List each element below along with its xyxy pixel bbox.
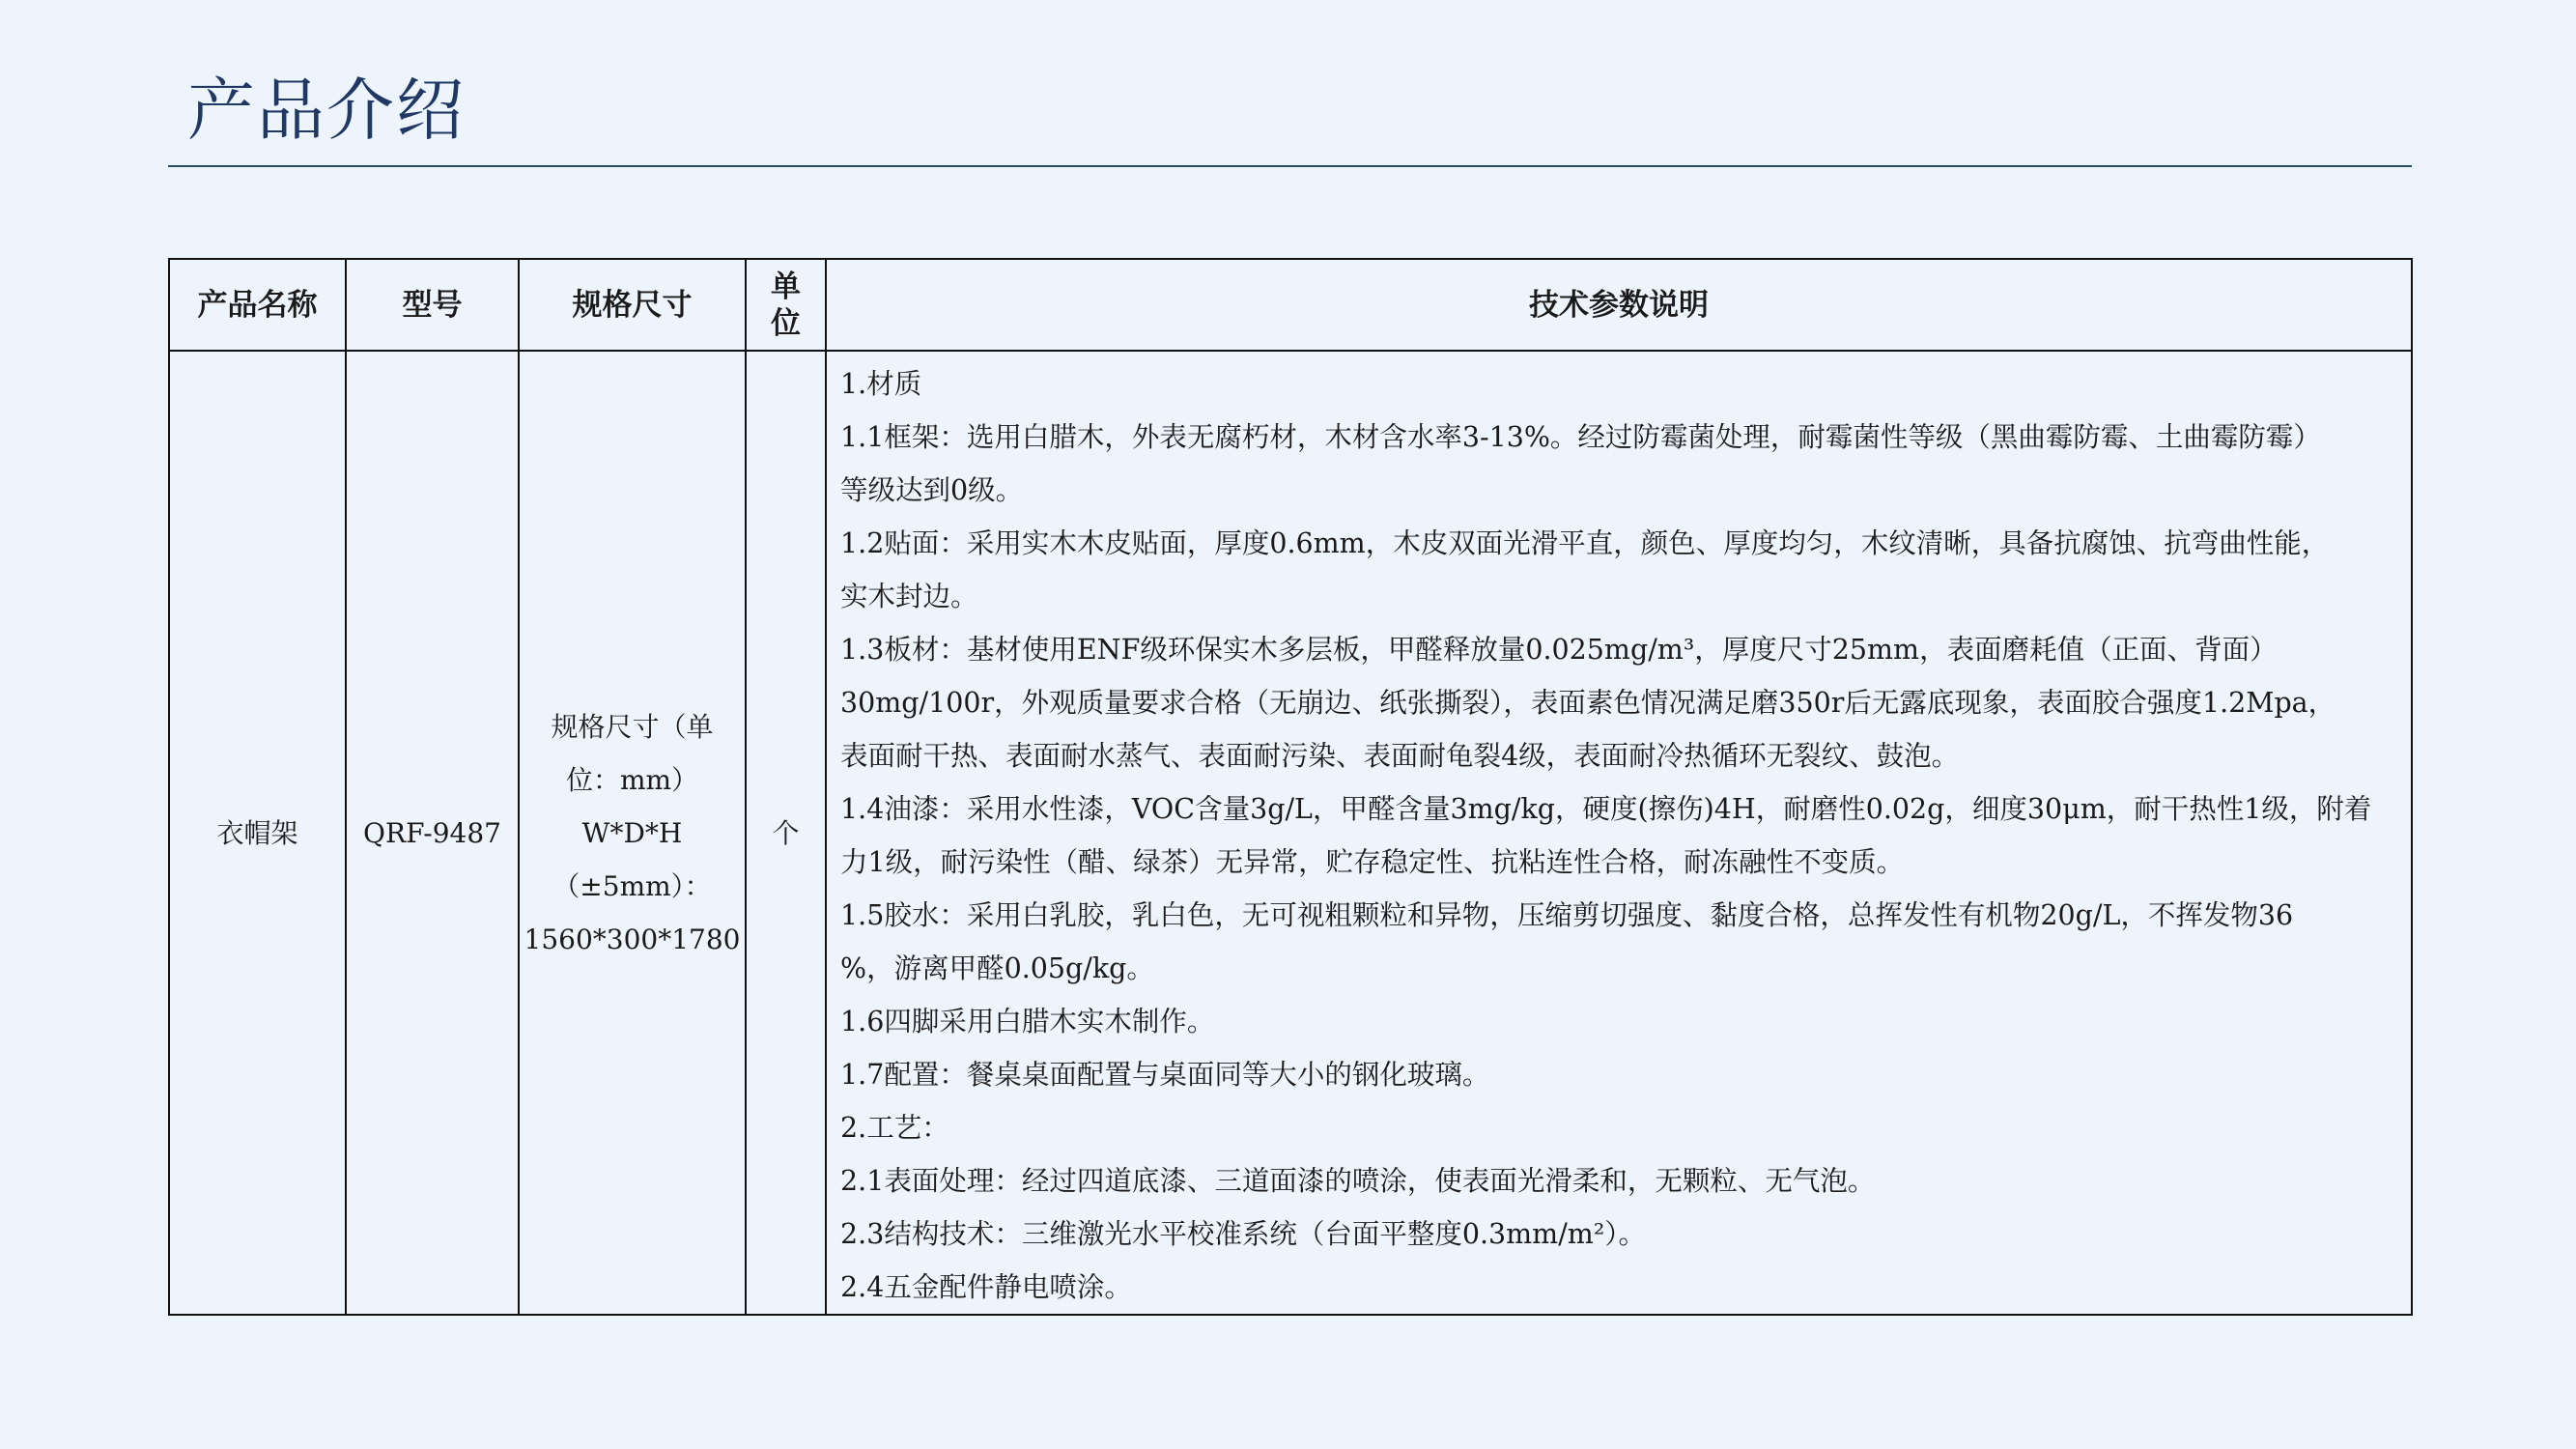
tech-param-line: %，游离甲醛0.05g/kg。 — [840, 952, 1154, 984]
cell-model: QRF-9487 — [346, 351, 519, 1315]
cell-product-name: 衣帽架 — [169, 351, 346, 1315]
header-unit — [746, 259, 826, 351]
tech-param-line: 2.1表面处理：经过四道底漆、三道面漆的喷涂，使表面光滑柔和，无颗粒、无气泡。 — [840, 1165, 1876, 1197]
cell-unit: 个 — [746, 351, 826, 1315]
header-spec: 规格尺寸 — [519, 259, 746, 351]
spec-line: 位：mm）W*D*H — [565, 763, 699, 849]
tech-param-line: 1.6四脚采用白腊木实木制作。 — [840, 1006, 1215, 1037]
header-model: 型号 — [346, 259, 519, 351]
spec-line: 1560*300*1780 — [524, 923, 741, 955]
title-divider — [168, 165, 2412, 167]
header-product-name: 产品名称 — [169, 259, 346, 351]
spec-line: （±5mm）： — [552, 869, 712, 902]
tech-param-line: 表面耐干热、表面耐水蒸气、表面耐污染、表面耐龟裂4级，表面耐冷热循环无裂纹、鼓泡。 — [840, 740, 1960, 772]
cell-tech-params — [826, 351, 2412, 1315]
tech-param-line: 1.1框架：选用白腊木，外表无腐朽材，木材含水率3-13%。经过防霉菌处理，耐霉菌性等级（黑曲霉防霉、土曲霉防霉） — [840, 421, 2321, 453]
tech-param-line: 等级达到0级。 — [840, 474, 1024, 506]
tech-param-line: 1.5胶水：采用白乳胶，乳白色，无可视粗颗粒和异物，压缩剪切强度、黏度合格，总挥发性有机物20g/L，不挥发物36 — [840, 899, 2294, 931]
tech-param-line: 2.4五金配件静电喷涂。 — [840, 1271, 1132, 1303]
tech-param-line: 1.材质 — [840, 368, 922, 400]
cell-spec — [519, 351, 746, 1315]
header-unit-label: 单位 — [771, 269, 801, 341]
table-row — [169, 351, 2412, 1315]
page-title: 产品介绍 — [187, 71, 466, 150]
tech-param-line: 1.2贴面：采用实木木皮贴面，厚度0.6mm，木皮双面光滑平直，颜色、厚度均匀，木纹清晰，具备抗腐蚀、抗弯曲性能， — [840, 527, 2330, 559]
table-header-row — [169, 259, 2412, 351]
tech-param-line: 1.4油漆：采用水性漆，VOC含量3g/L，甲醛含量3mg/kg，硬度(擦伤)4H，耐磨性0.02g，细度30μm，耐干热性1级，附着 — [840, 793, 2372, 825]
tech-param-line: 力1级，耐污染性（醋、绿茶）无异常，贮存稳定性、抗粘连性合格，耐冻融性不变质。 — [840, 846, 1905, 878]
tech-param-line: 1.7配置：餐桌桌面配置与桌面同等大小的钢化玻璃。 — [840, 1059, 1490, 1091]
tech-param-line: 2.3结构技术：三维激光水平校准系统（台面平整度0.3mm/m²）。 — [840, 1218, 1647, 1250]
header-tech-params: 技术参数说明 — [826, 259, 2412, 351]
tech-param-line: 实木封边。 — [840, 581, 978, 612]
tech-param-line: 2.工艺： — [840, 1112, 949, 1144]
tech-param-line: 30mg/100r，外观质量要求合格（无崩边、纸张撕裂），表面素色情况满足磨350r后无露底现象，表面胶合强度1.2Mpa， — [840, 687, 2336, 719]
spec-line: 规格尺寸（单 — [551, 710, 714, 743]
product-table — [168, 258, 2413, 1316]
tech-param-line: 1.3板材：基材使用ENF级环保实木多层板，甲醛释放量0.025mg/m³，厚度尺寸25mm，表面磨耗值（正面、背面） — [840, 634, 2278, 666]
